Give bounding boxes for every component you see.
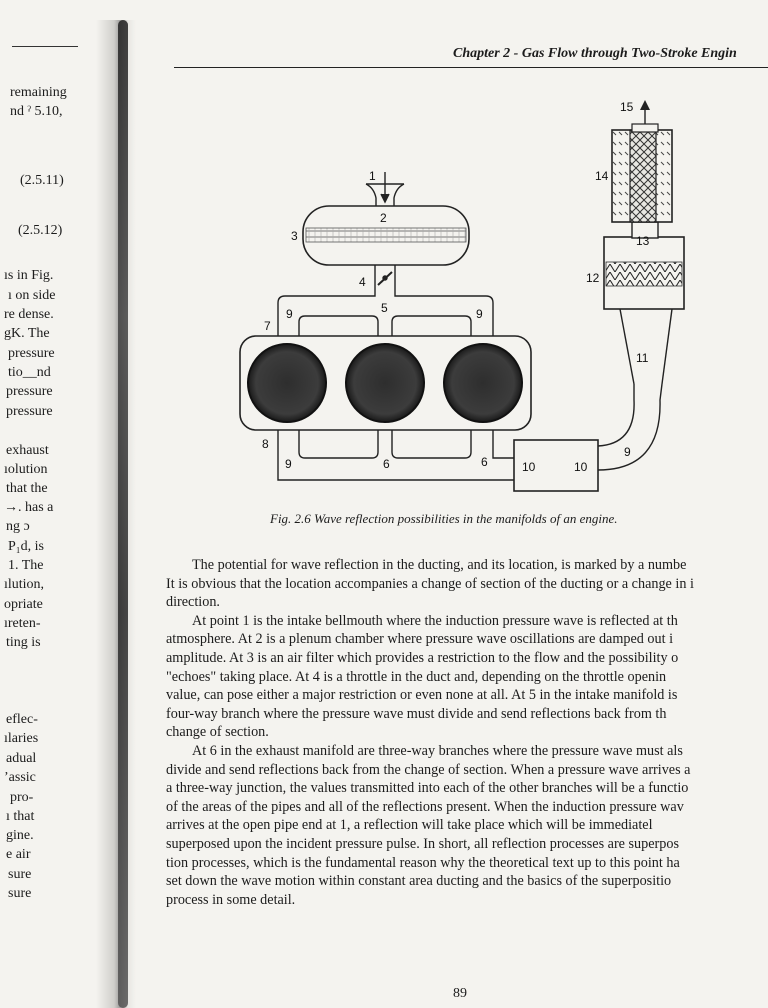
left-page-line: gK. The <box>4 326 50 341</box>
left-page-line: ’assic <box>4 770 36 785</box>
figure-caption: Fig. 2.6 Wave reflection possibilities in the manifolds of an engine. <box>270 511 618 526</box>
left-page-line: opriate <box>4 597 43 612</box>
label-4: 4 <box>359 275 366 289</box>
left-page-line: gine. <box>6 828 34 843</box>
left-page-line: eflec- <box>6 712 38 727</box>
engine-block <box>240 336 531 430</box>
outlet-filter <box>612 124 672 222</box>
body-line: At 6 in the exhaust manifold are three-way branches where the pressure wave must als <box>192 742 683 759</box>
header-rule <box>174 67 768 68</box>
left-page-line: ıs in Fig. <box>4 268 54 283</box>
exhaust-manifold <box>278 430 514 480</box>
left-page-line: pressure <box>6 404 53 419</box>
left-page-line: P₁d, is <box>8 539 45 554</box>
left-page-line: remaining <box>10 85 67 100</box>
label-3: 3 <box>291 229 298 243</box>
label-7: 7 <box>264 319 271 333</box>
left-page-line: e air <box>6 847 31 862</box>
left-page-line: pressure <box>8 346 55 361</box>
body-line: a three-way junction, the values transmitted into each of the other branches will be a functio <box>166 780 689 797</box>
body-line: At point 1 is the intake bellmouth where the induction pressure wave is reflected at th <box>192 612 678 629</box>
left-page-rule <box>12 46 78 47</box>
label-5: 5 <box>381 301 388 315</box>
label-2: 2 <box>380 211 387 225</box>
body-text <box>166 556 768 909</box>
body-line: "echoes" taking place. At 4 is a throttle in the duct and, depending on the throttle openin <box>166 668 667 685</box>
body-line: value, can pose either a major restriction or even none at all. At 5 in the intake manifold is <box>166 687 678 704</box>
left-page-line: pro- <box>10 790 34 805</box>
body-line: set down the wave motion within constant area ducting and the basics of the superpositio <box>166 873 672 890</box>
book-gutter <box>118 20 128 1008</box>
label-15: 15 <box>620 100 634 114</box>
cylinder-1 <box>248 344 326 422</box>
label-12: 12 <box>586 271 600 285</box>
left-page-line: ng ɔ <box>6 519 30 534</box>
left-page-line: 1. The <box>8 558 44 573</box>
left-page-line: ıolution <box>4 462 48 477</box>
body-line: process in some detail. <box>166 891 296 908</box>
left-page-line: exhaust <box>6 443 49 458</box>
left-page-line: ıreten- <box>4 616 41 631</box>
body-line: four-way branch where the pressure wave must divide and send reflections back from th <box>166 705 667 722</box>
body-line: arrives at the open pipe end at 1, a reflection will take place which will be immediatel <box>166 817 653 834</box>
body-line: of the areas of the pipes and all of the reflections present. When the induction pressure wav <box>166 798 684 815</box>
label-6-right: 6 <box>481 455 488 469</box>
label-9-intake-right: 9 <box>476 307 483 321</box>
body-line: superposed upon the incident pressure pulse. In short, all reflection processes are superpos <box>166 835 679 852</box>
running-header: Chapter 2 - Gas Flow through Two-Stroke Engin <box>453 46 737 61</box>
body-line: The potential for wave reflection in the ducting, and its location, is marked by a numbe <box>192 557 687 573</box>
left-page-line: that the <box>6 481 48 496</box>
left-page-line: re dense. <box>4 307 54 322</box>
body-line: atmosphere. At 2 is a plenum chamber where pressure wave oscillations are damped out i <box>166 631 674 648</box>
label-6-left: 6 <box>383 457 390 471</box>
label-1: 1 <box>369 169 376 183</box>
label-13: 13 <box>636 234 650 248</box>
left-page-line: ı that <box>6 809 35 824</box>
book-spine-shadow <box>96 20 136 1008</box>
body-line: direction. <box>166 594 220 611</box>
label-9-intake-left: 9 <box>286 307 293 321</box>
body-line: amplitude. At 3 is an air filter which provides a restriction to the flow and the possibility o <box>166 649 679 666</box>
left-page-line: sure <box>8 867 32 882</box>
left-page-line: ılution, <box>4 577 45 592</box>
left-page-line: (2.5.11) <box>20 173 64 188</box>
exhaust-tailpipe <box>598 309 672 470</box>
body-line: tion processes, which is the fundamental reason why the theoretical text up to this point ha <box>166 854 680 871</box>
left-page-line: →. has a <box>4 500 54 515</box>
label-10-right: 10 <box>574 460 588 474</box>
left-page-line: (2.5.12) <box>18 223 63 238</box>
left-page-line: ting is <box>6 635 41 650</box>
cylinder-3 <box>444 344 522 422</box>
body-line: divide and send reflections back from the change of section. When a pressure wave arrives a <box>166 761 691 778</box>
label-14: 14 <box>595 169 609 183</box>
left-page-line: sure <box>8 886 32 901</box>
left-page-line: adual <box>6 751 37 766</box>
body-line: change of section. <box>166 724 269 741</box>
left-facing-page <box>0 0 98 1008</box>
page-number: 89 <box>453 986 467 1001</box>
left-page-line: pressure <box>6 384 53 399</box>
throttle-body <box>375 265 395 290</box>
left-page-line: tio__nd <box>8 365 51 380</box>
engine-manifold-diagram <box>230 92 768 504</box>
cylinder-2 <box>346 344 424 422</box>
body-line: It is obvious that the location accompanies a change of section of the ducting or a change in i <box>166 575 694 592</box>
label-9-exhaust: 9 <box>285 457 292 471</box>
left-page-line: ılaries <box>4 731 39 746</box>
outlet-arrow <box>640 100 650 124</box>
left-page-line: nd ˀ 5.10, <box>10 104 63 119</box>
label-8: 8 <box>262 437 269 451</box>
label-10-left: 10 <box>522 460 536 474</box>
label-9-bend: 9 <box>624 445 631 459</box>
label-11: 11 <box>636 351 649 365</box>
left-page-line: ı on side <box>8 288 56 303</box>
